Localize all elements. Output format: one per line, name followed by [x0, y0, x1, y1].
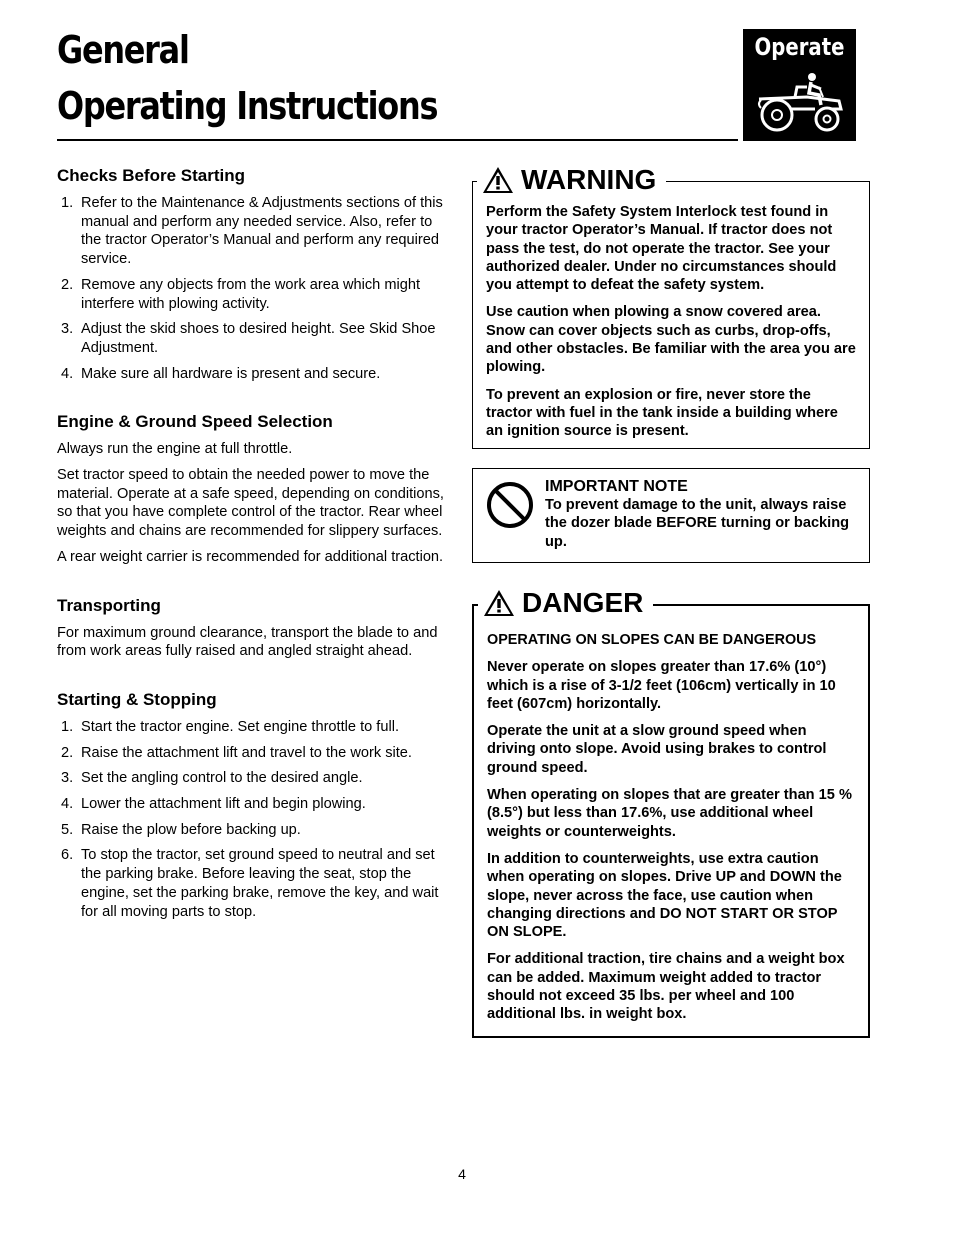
list-item: 3. Adjust the skid shoes to desired height. See Skid Shoe Adjustment. [61, 321, 436, 356]
left-column [57, 165, 449, 949]
title-line-1: General [57, 28, 189, 72]
paragraph: For maximum ground clearance, transport the blade to and from work areas fully raised and angled straight ahead. [57, 624, 438, 660]
list-item: 1. Start the tractor engine. Set engine throttle to full. [61, 718, 400, 735]
section-heading: Starting & Stopping [57, 689, 217, 709]
danger-header [478, 586, 653, 620]
page-title [57, 22, 437, 134]
danger-paragraph: For additional traction, tire chains and a weight box can be added. Maximum weight added to tractor should not exceed 35 lbs. per wheel and 100 additional lbs. in weight box. [487, 951, 845, 1023]
warning-header [477, 163, 666, 197]
checks-list [57, 194, 449, 383]
danger-paragraph: When operating on slopes that are greater than 15 % (8.5°) but less than 17.6%, use additional wheel weights or counterweights. [487, 787, 852, 840]
warning-paragraph: Perform the Safety System Interlock test found in your tractor Operator’s Manual. If tractor does not pass the test, do not operate the tractor. See your authorized dealer. Under no circumstances should you attempt to defeat the safety system. [486, 204, 837, 294]
tractor-operator-icon [751, 73, 848, 135]
list-item: 5. Raise the plow before backing up. [61, 821, 301, 838]
danger-paragraph: Never operate on slopes greater than 17.6% (10°) which is a rise of 3-1/2 feet (106cm) vertically in 10 feet (607cm) horizontally. [487, 659, 836, 712]
paragraph: Set tractor speed to obtain the needed power to move the material. Operate at a safe speed, depending on conditions, so that you have complete control of the tractor. Rear wheel weights and chains are recommended for slippery surfaces. [57, 467, 444, 540]
list-item: 4. Lower the attachment lift and begin plowing. [61, 796, 366, 813]
title-rule [57, 139, 738, 141]
section-heading: Transporting [57, 595, 161, 615]
section-starting-stopping [57, 689, 449, 921]
list-item: 4. Make sure all hardware is present and secure. [61, 365, 381, 382]
warning-paragraph: Use caution when plowing a snow covered area. Snow can cover objects such as curbs, drop-offs, and other obstacles. Be familiar with the area you are plowing. [486, 304, 856, 376]
starting-list [57, 718, 449, 921]
important-note-text: To prevent damage to the unit, always raise the dozer blade BEFORE turning or backing up. [545, 497, 850, 550]
danger-title: DANGER [522, 587, 644, 618]
danger-paragraph: OPERATING ON SLOPES CAN BE DANGEROUS [487, 632, 817, 648]
danger-paragraph: In addition to counterweights, use extra caution when operating on slopes. Drive UP and DOWN the slope, never across the face, use caution when changing directions and DO NOT START OR STOP ON SLOPE. [487, 850, 842, 941]
warning-triangle-icon [481, 165, 515, 195]
page-number: 4 [458, 1166, 466, 1182]
warning-triangle-icon [482, 588, 516, 618]
section-heading: Checks Before Starting [57, 166, 245, 185]
list-item: 6. To stop the tractor, set ground speed to neutral and set the parking brake. Before leaving the seat, stop the engine, set the parking brake, remove the key, and wait for all moving parts to stop. [61, 847, 439, 920]
prohibition-icon [486, 481, 534, 529]
title-line-2: Operating Instructions [57, 84, 438, 128]
important-note-title: IMPORTANT NOTE [545, 478, 688, 495]
section-checks-before-starting [57, 165, 449, 383]
list-item: 3. Set the angling control to the desired angle. [61, 770, 363, 787]
section-heading: Engine & Ground Speed Selection [57, 412, 333, 432]
section-transporting [57, 595, 449, 661]
danger-body [487, 631, 857, 1033]
important-note-body [545, 477, 855, 560]
warning-title: WARNING [521, 164, 657, 195]
important-note-box [472, 468, 870, 563]
section-engine-speed [57, 411, 449, 566]
list-item: 2. Remove any objects from the work area which might interfere with plowing activity. [61, 276, 421, 312]
list-item: 1. Refer to the Maintenance & Adjustments sections of this manual and perform any needed service. Also, refer to the tractor Operator’s Manual and perform any required service. [61, 195, 443, 268]
badge-label: Operate [754, 33, 845, 61]
paragraph: A rear weight carrier is recommended for additional traction. [57, 548, 444, 565]
danger-box [472, 587, 870, 1038]
warning-body [486, 203, 858, 450]
warning-paragraph: To prevent an explosion or fire, never store the tractor with fuel in the tank inside a building where an ignition source is present. [486, 386, 838, 440]
danger-paragraph: Operate the unit at a slow ground speed when driving onto slope. Avoid using brakes to control ground speed. [487, 723, 827, 776]
warning-box [472, 164, 870, 449]
list-item: 2. Raise the attachment lift and travel to the work site. [61, 744, 412, 761]
operate-badge [743, 29, 856, 141]
paragraph: Always run the engine at full throttle. [57, 441, 293, 458]
